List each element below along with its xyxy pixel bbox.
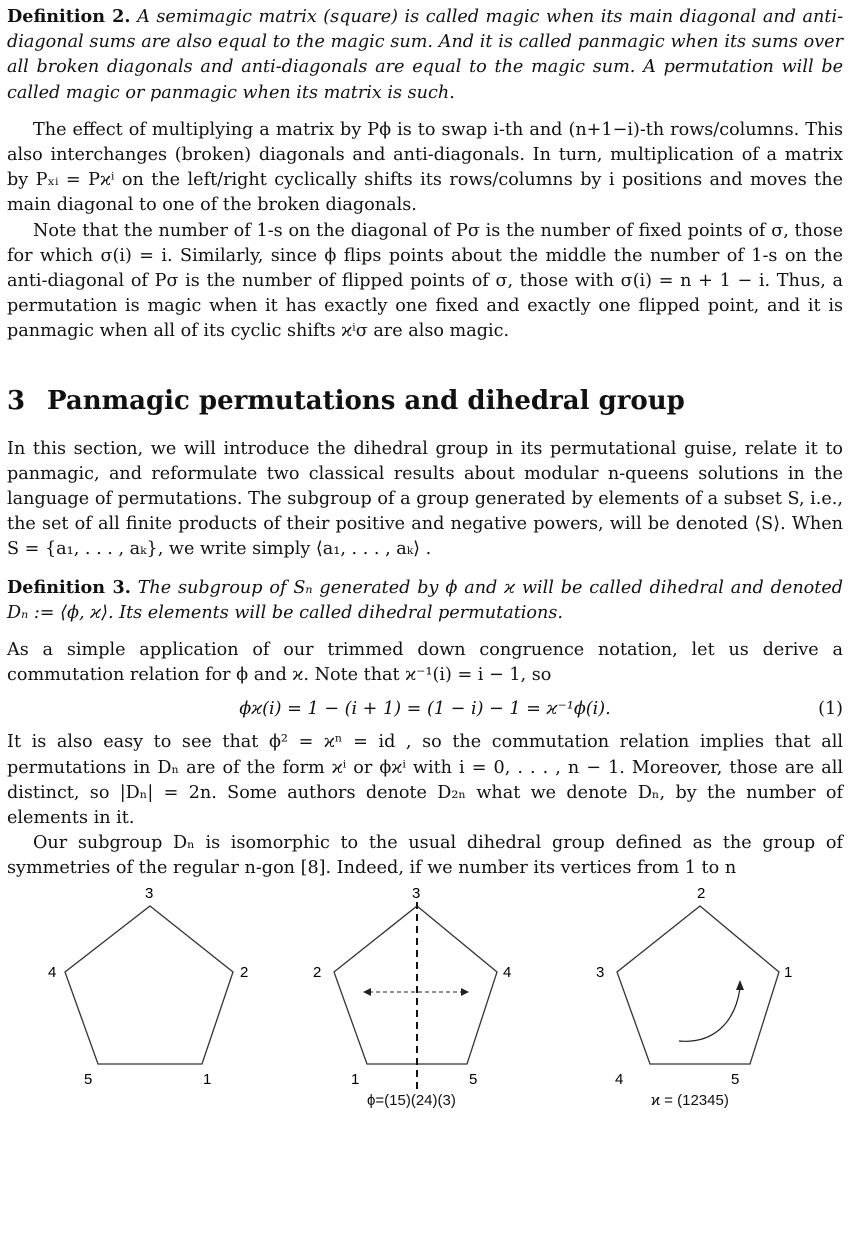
section-number: 3 (7, 385, 26, 416)
caption-phi: ϕ=(15)(24)(3) (367, 1091, 456, 1109)
pentagon-figure (7, 884, 843, 1094)
caption-kappa: ϰ = (12345) (651, 1091, 729, 1109)
paragraph-swap-effect: The effect of multiplying a matrix by Pϕ is to swap i-th and (n+1−i)-th rows/columns. This also interchanges (broken) diagonals and anti-diagonals. In turn, multiplication of a matrix by Pₓᵢ = Pϰⁱ on the left/right cyclically shifts its rows/columns by i positions and moves the main diagonal to one of the broken diagonals. (7, 119, 843, 216)
equation-1 (7, 694, 843, 724)
paragraph-distinct: It is also easy to see that ϕ² = ϰⁿ = id , so the commutation relation implies that all permutations in Dₙ are of the form ϰⁱ or ϕϰⁱ with i = 0, . . . , n − 1. Moreover, those are all distinct, so |Dₙ| = 2n. Some authors denote D₂ₙ what we denote Dₙ, by the number of elements in it. (7, 732, 843, 829)
definition-2-text: A semimagic matrix (square) is called magic when its main diagonal and anti-diagonal sums are also equal to the magic sum. And it is called panmagic when its sums over all broken diagonals and anti-diagonals are equal to the magic sum. A permutation will be called magic or panmagic when its matrix is such. (7, 7, 844, 103)
vertex-label: 5 (469, 1070, 478, 1088)
vertex-label: 2 (313, 963, 322, 981)
equation-number: (1) (818, 699, 843, 720)
vertex-label: 1 (784, 963, 793, 981)
vertex-label: 2 (697, 884, 706, 902)
vertex-label: 4 (503, 963, 512, 981)
rotation-arrow-head (736, 980, 744, 990)
paragraph-isomorphic: Our subgroup Dₙ is isomorphic to the usual dihedral group defined as the group of symmetries of the regular n-gon [8]. Indeed, if we number its vertices from 1 to n (7, 833, 843, 879)
paragraph-section-intro: In this section, we will introduce the dihedral group in its permutational guise, relate it to panmagic, and reformulate two classical results about modular n-queens solutions in the language of permutations. The subgroup of a group generated by elements of a subset S, i.e., the set of all finite products of their positive and negative powers, will be denoted ⟨S⟩. When S = {a₁, . . . , aₖ}, we write simply ⟨a₁, . . . , aₖ⟩ . (7, 438, 843, 560)
vertex-label: 3 (596, 963, 605, 981)
vertex-label: 3 (145, 884, 154, 902)
figure-captions (7, 1091, 843, 1124)
paragraph-fixed-points: Note that the number of 1-s on the diagonal of Pσ is the number of fixed points of σ, those for which σ(i) = i. Similarly, since ϕ flips points about the middle the number of 1-s on the anti-diagonal of Pσ is the number of flipped points of σ, those with σ(i) = n + 1 − i. Thus, a permutation is magic when it has exactly one fixed and exactly one flipped point, and it is panmagic when all of its cyclic shifts ϰⁱσ are also magic. (7, 220, 843, 342)
vertex-label: 2 (240, 963, 249, 981)
vertex-label: 3 (412, 884, 421, 902)
vertex-label: 4 (48, 963, 57, 981)
pentagon-3 (596, 885, 792, 1088)
section-title: Panmagic permutations and dihedral group (47, 385, 685, 416)
definition-3-text: The subgroup of Sₙ generated by ϕ and ϰ will be called dihedral and denoted Dₙ := ⟨ϕ, ϰ⟩. Its elements will be called dihedral permutations. (7, 577, 844, 623)
definition-3-label: Definition 3. (7, 576, 131, 598)
vertex-label: 4 (615, 1070, 624, 1088)
vertex-label: 1 (203, 1070, 212, 1088)
vertex-label: 5 (84, 1070, 93, 1088)
definition-3 (7, 575, 843, 626)
definition-2-label: Definition 2. (7, 6, 131, 27)
pentagon-2 (313, 885, 511, 1094)
pentagon-1 (48, 885, 248, 1088)
vertex-label: 5 (731, 1070, 740, 1088)
definition-2 (7, 4, 843, 106)
equation-body: ϕϰ(i) = 1 − (i + 1) = (1 − i) − 1 = ϰ⁻¹ϕ(i). (239, 699, 611, 720)
flip-arrow-left-head (363, 988, 371, 996)
section-heading (7, 385, 843, 417)
paper-page (7, 0, 843, 1124)
vertex-label: 1 (351, 1070, 360, 1088)
paragraph-commutation: As a simple application of our trimmed down congruence notation, let us derive a commutation relation for ϕ and ϰ. Note that ϰ⁻¹(i) = i − 1, so (7, 640, 843, 686)
rotation-arrow (679, 988, 740, 1041)
flip-arrow-right-head (461, 988, 469, 996)
